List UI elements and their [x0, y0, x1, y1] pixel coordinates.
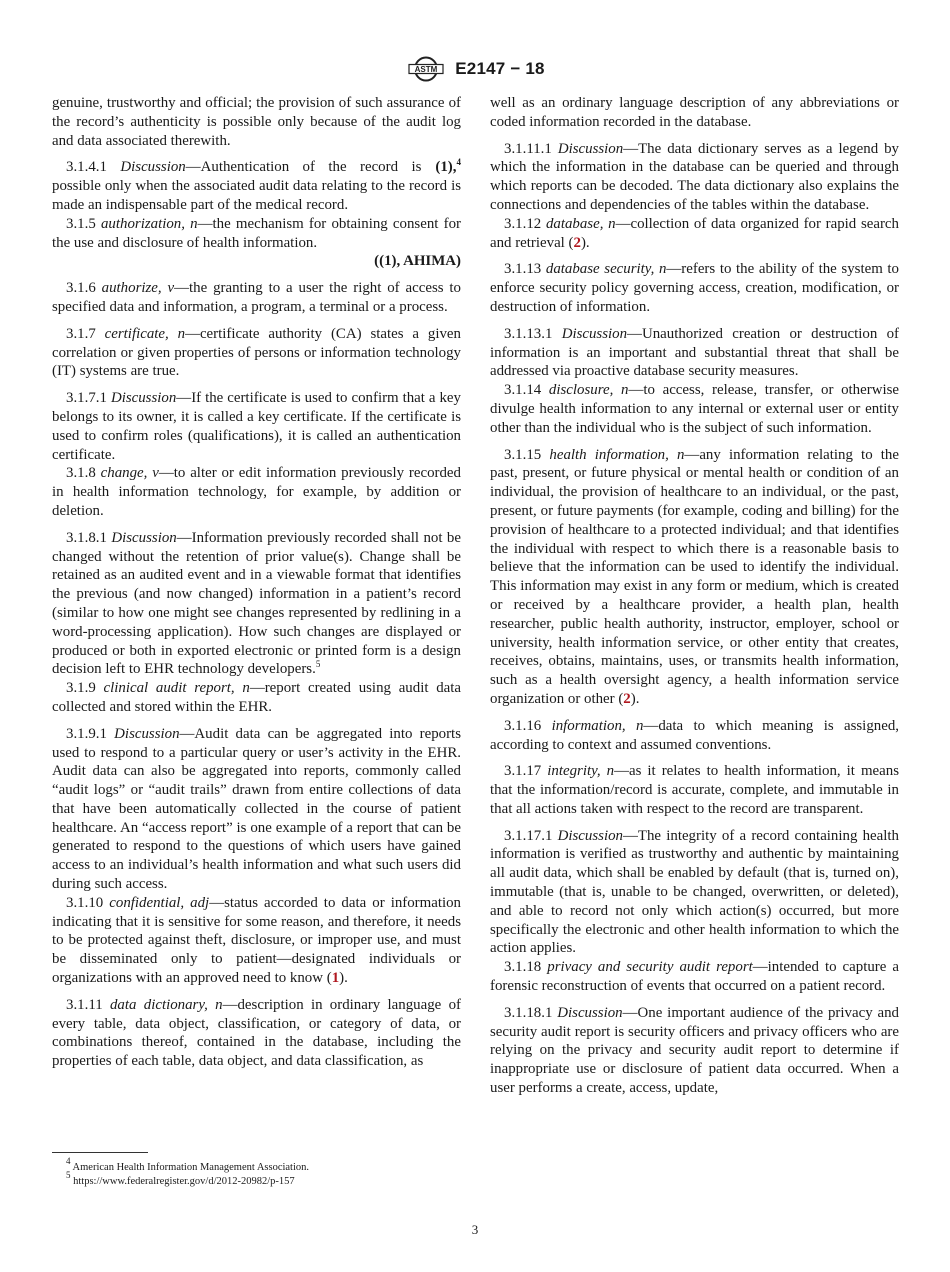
defined-term: change, v — [100, 465, 159, 482]
defined-term: integrity, n — [547, 763, 615, 780]
reference-link: 2 — [573, 234, 581, 251]
definition-text: to alter or edit information previously recorded in health information technology, for example, by addition or deletion. — [52, 465, 461, 519]
defined-term: database, n — [545, 215, 616, 232]
em-dash: — — [622, 827, 638, 844]
defined-term: Discussion — [561, 325, 628, 342]
defined-term: Discussion — [120, 159, 186, 176]
defined-term: Discussion — [111, 529, 177, 546]
defined-term: disclosure, n — [548, 382, 629, 399]
document-code: E2147 − 18 — [455, 59, 545, 78]
definition-paragraph — [52, 464, 461, 520]
reference-link: 1 — [331, 970, 340, 987]
definition-text: refers to the ability of the system to enforce security policy governing access, creation, modification, or destruction of information. — [490, 261, 899, 315]
definition-text: status accorded to data or information indicating that it is sensitive for some reason, and therefore, it needs to be protected against theft, disclosure, or improper use, and must be disseminated only to patient—designated individuals or organizations with an approved need to know ( — [52, 894, 461, 987]
footnote-rule — [52, 1152, 148, 1153]
section-number: 3.1.12 — [504, 215, 542, 232]
section-number: 3.1.15 — [504, 446, 542, 463]
footnote-marker: 4 — [456, 157, 461, 168]
left-column — [52, 94, 461, 1079]
definition-text: description in ordinary language of every table, data object, classification, or category of data, or combinations thereof, contained in the database, including the properties of each table, data object, and data classification, as — [52, 996, 461, 1070]
definition-text: the granting to a user the right of access to specified data and information, a program, a terminal or a process. — [52, 280, 461, 315]
citation-text: (1), — [435, 159, 457, 176]
em-dash: — — [176, 390, 192, 407]
definition-text: Authentication of the record is possible only when the associated audit data relating to the record is made an indispensable part of the medical record. — [52, 159, 461, 213]
section-number: 3.1.8.1 — [66, 529, 107, 546]
em-dash: — — [684, 446, 700, 463]
astm-logo-icon — [405, 56, 447, 82]
definition-text: Audit data can be aggregated into reports used to respond to a particular query or user’s activity in the EHR. Audit data can also be aggregated into reports, commonly called “audit logs” or “audit trails” drawn from entire collections of data that have been automatically collected in the course of patient healthcare. An “access report” is one example of a report that can be generated to respond to the questions of which users have gained access to an individual’s health information and what such users did during such access. — [52, 725, 461, 893]
section-number: 3.1.11.1 — [504, 140, 552, 157]
defined-term: Discussion — [557, 140, 624, 157]
page-number: 3 — [471, 1222, 479, 1237]
defined-term: certificate, n — [104, 325, 186, 342]
em-dash: — — [176, 529, 192, 546]
em-dash: — — [614, 763, 629, 780]
definition-paragraph — [490, 140, 899, 215]
footnote-mark: 4 — [66, 1156, 71, 1166]
definition-paragraph — [52, 215, 461, 253]
footnote-text: American Health Information Management Association. — [72, 1162, 310, 1173]
definition-paragraph — [490, 215, 899, 253]
definition-text: One important audience of the privacy and security audit report is security officers and privacy officers who are relying on the privacy and security audit report to determine if inappropriate use or disclosure of patient data occurred. When a user performs a create, access, update, — [490, 1004, 899, 1097]
definition-paragraph — [52, 279, 461, 317]
definition-text: data to which meaning is assigned, according to context and assumed conventions. — [490, 717, 899, 753]
definition-paragraph — [52, 389, 461, 464]
em-dash: — — [197, 215, 213, 232]
reference-close: ). — [339, 970, 348, 987]
definition-paragraph — [52, 529, 461, 679]
section-number: 3.1.8 — [66, 465, 96, 482]
section-number: 3.1.5 — [66, 215, 96, 232]
paragraph-text: genuine, trustworthy and official; the provision of such assurance of the record’s authenticity is possible only because of the audit log and data associated therewith. — [52, 95, 461, 149]
section-number: 3.1.16 — [504, 717, 542, 734]
em-dash: — — [628, 382, 644, 399]
em-dash: — — [249, 680, 265, 697]
definition-text: Information previously recorded shall not be changed without the retention of prior value(s). Change shall be retained as an audited event and in a viewable format that identifies the previous (and now changed) information in a patient’s record (similar to how one might see changes represented by redlining in a word-processing application). How such changes are displayed or produced or both in exported electronic or printed form is a design decision left to EHR technology developers. — [52, 529, 461, 678]
em-dash: — — [185, 325, 200, 342]
definition-paragraph — [490, 446, 899, 709]
definition-paragraph — [490, 762, 899, 818]
svg-text:ASTM: ASTM — [414, 65, 438, 74]
em-dash: — — [185, 159, 201, 176]
defined-term: Discussion — [114, 725, 180, 742]
defined-term: Discussion — [557, 1004, 623, 1021]
page-header — [0, 56, 950, 84]
defined-term: database security, n — [545, 261, 667, 278]
reference-close: ). — [580, 234, 590, 251]
definition-paragraph — [52, 894, 461, 988]
section-number: 3.1.18.1 — [504, 1004, 553, 1021]
definition-paragraph — [52, 679, 461, 717]
definition-paragraph — [490, 717, 899, 755]
paragraph-text: well as an ordinary language description of any abbreviations or coded information recorded in the database. — [490, 95, 899, 130]
definition-text: as it relates to health information, it means that the information/record is accurate, complete, and immutable in that all actions taken with respect to the record are transparent. — [490, 763, 899, 817]
footnote — [52, 1156, 461, 1175]
em-dash: — — [627, 325, 642, 342]
defined-term: data dictionary, n — [109, 996, 223, 1013]
em-dash: — — [623, 140, 639, 157]
reference-close: ). — [630, 690, 640, 707]
section-number: 3.1.4.1 — [66, 159, 107, 176]
definition-paragraph — [52, 996, 461, 1071]
section-number: 3.1.13.1 — [504, 325, 553, 342]
definition-text: any information relating to the past, present, or future physical or mental health or condition of an individual, the provision of healthcare to an individual, or the past, present, or future payments (for example, coding and billing) for the provision of healthcare to a protected individual; and that identifies the individual with respect to which there is a reasonable basis to believe that the information can be used to identify the individual. This information may exist in any form or medium, which is created or received by a healthcare provider, a health plan, health researcher, public health authority, instructor, employer, school or university, health information service, or other entity that creates, receives, obtains, maintains, uses, or transmits health information, such as a health oversight agency, a health information service organization or other ( — [490, 446, 899, 707]
definition-paragraph — [490, 325, 899, 381]
inline-citation — [421, 158, 461, 177]
em-dash: — — [222, 996, 238, 1013]
right-column — [490, 94, 899, 1106]
footnote-marker: 5 — [315, 659, 321, 670]
defined-term: health information, n — [549, 446, 685, 463]
defined-term: authorize, v — [101, 280, 175, 297]
section-number: 3.1.9 — [66, 680, 96, 697]
definition-paragraph — [52, 725, 461, 894]
definition-text: the mechanism for obtaining consent for the use and disclosure of health information. — [52, 215, 461, 251]
continued-paragraph — [52, 94, 461, 150]
section-number: 3.1.9.1 — [66, 725, 107, 742]
citation-line: ((1), AHIMA) — [374, 253, 461, 270]
defined-term: privacy and security audit report — [547, 959, 753, 976]
em-dash: — — [666, 261, 682, 278]
definition-text: certificate authority (CA) states a given correlation or given properties of persons or information technology (IT) systems are true. — [52, 325, 461, 380]
em-dash: — — [615, 215, 631, 232]
section-number: 3.1.6 — [66, 280, 96, 297]
footnote — [52, 1170, 461, 1189]
em-dash: — — [643, 717, 659, 734]
em-dash: — — [179, 725, 195, 742]
section-number: 3.1.10 — [66, 894, 104, 911]
defined-term: clinical audit report, n — [103, 680, 250, 697]
definition-text: report created using audit data collected and stored within the EHR. — [52, 680, 461, 715]
continued-paragraph — [490, 94, 899, 132]
definition-paragraph — [52, 325, 461, 381]
definition-text: The data dictionary serves as a legend by which the information in the database can be queried and through which reports can be decoded. The data dictionary also explains the connections and dependencies of the tables within the database. — [490, 140, 900, 213]
section-number: 3.1.7 — [66, 325, 96, 342]
em-dash: — — [209, 894, 225, 911]
definition-paragraph — [490, 1004, 899, 1098]
defined-term: information, n — [551, 717, 644, 734]
definition-text: intended to capture a forensic reconstruction of events that occurred on a patient record. — [490, 959, 899, 995]
definition-paragraph — [490, 381, 899, 437]
defined-term: Discussion — [110, 390, 177, 407]
section-number: 3.1.18 — [504, 959, 542, 976]
definition-paragraph — [52, 158, 461, 214]
footnote-text: https://www.federalregister.gov/d/2012-20982/p-157 — [73, 1176, 295, 1187]
definition-text: The integrity of a record containing health information is verified as trustworthy and authentic by maintaining all audit data, which shall be enabled by default (that is, turned on), immutable (that is, unable to be changed, overwritten, or deleted), and able to record not only which action(s) occurred, but more specifically the electronic and other health information to which the action applies. — [490, 827, 899, 957]
section-number: 3.1.14 — [504, 382, 542, 399]
section-number: 3.1.13 — [504, 261, 542, 278]
footnotes — [52, 1156, 461, 1189]
section-number: 3.1.7.1 — [66, 390, 107, 407]
footnote-mark: 5 — [66, 1170, 71, 1180]
reference-link: 2 — [623, 690, 631, 707]
definition-text: collection of data organized for rapid search and retrieval ( — [490, 215, 899, 251]
defined-term: authorization, n — [100, 215, 198, 232]
defined-term: confidential, adj — [109, 894, 210, 911]
em-dash: — — [752, 959, 768, 976]
section-number: 3.1.17.1 — [504, 827, 553, 844]
em-dash: — — [158, 465, 174, 482]
section-number: 3.1.11 — [66, 996, 103, 1013]
definition-text: Unauthorized creation or destruction of information is an important and substantial threat that shall be addressed via proactive database security measures. — [490, 325, 899, 380]
section-number: 3.1.17 — [504, 763, 542, 780]
definition-paragraph — [490, 827, 899, 959]
definition-paragraph — [490, 958, 899, 996]
definition-paragraph — [490, 260, 899, 316]
em-dash: — — [622, 1004, 638, 1021]
definition-text: to access, release, transfer, or otherwise divulge health information to any internal or external user or entity other than the individual who is the subject of such information. — [490, 382, 899, 436]
em-dash: — — [174, 280, 190, 297]
definition-text: If the certificate is used to confirm that a key belongs to its owner, it is called a key certificate. If the certificate is used to confirm roles (qualifications), it is called an authentication certificate. — [52, 390, 461, 463]
defined-term: Discussion — [557, 827, 623, 844]
